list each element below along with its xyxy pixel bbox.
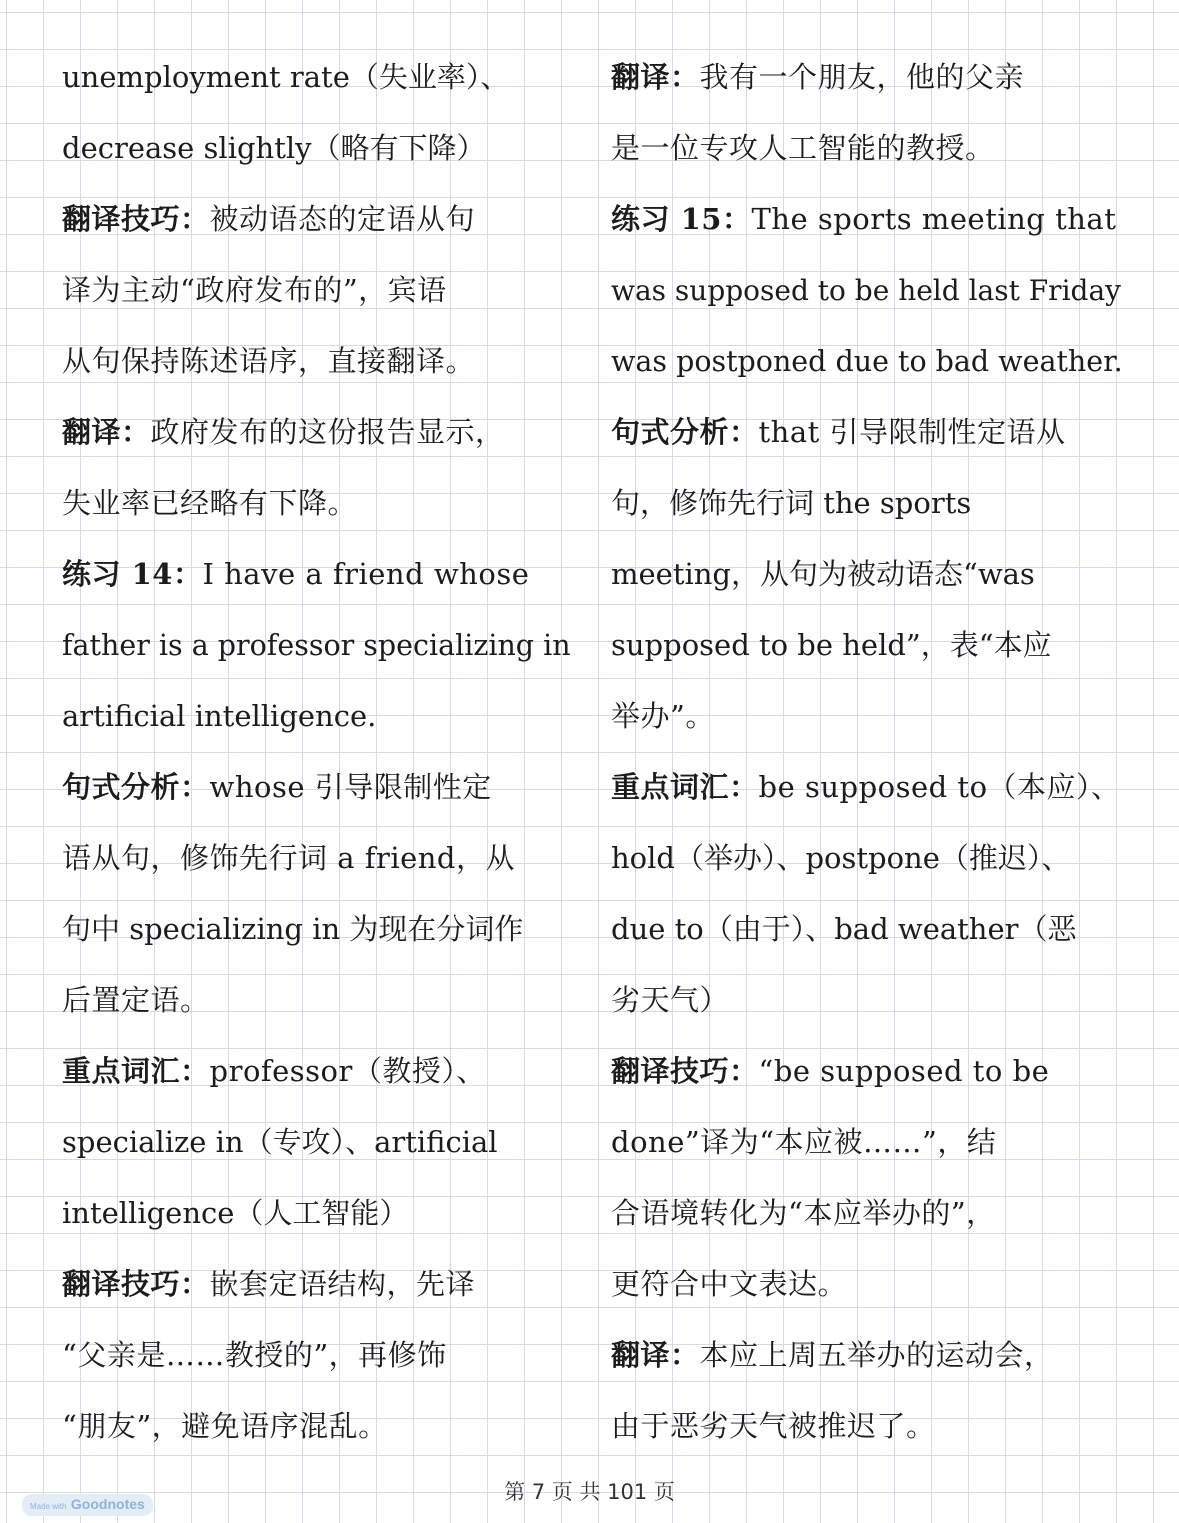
section-label: 翻译技巧： (62, 1267, 210, 1301)
watermark-brand: Goodnotes (70, 1496, 145, 1512)
text-line (611, 1036, 1121, 1107)
line-text: 政府发布的这份报告显示， (150, 415, 505, 449)
text-line (62, 184, 572, 255)
line-text: 劣天气） (611, 983, 730, 1017)
line-text: 嵌套定语结构，先译 (209, 1267, 476, 1301)
text-line (62, 752, 572, 823)
line-text: 后置定语。 (62, 983, 210, 1017)
line-text: be supposed to（本应）、 (758, 770, 1121, 804)
watermark-made-with: Made with (30, 1502, 67, 1511)
line-text: 句，修饰先行词 the sports (611, 486, 972, 520)
line-text: The sports meeting that (751, 202, 1117, 236)
text-line (611, 184, 1121, 255)
line-text: unemployment rate（失业率）、 (62, 60, 510, 94)
section-label: 重点词汇： (611, 770, 759, 804)
text-line (62, 1391, 572, 1462)
line-text: I have a friend whose (202, 557, 530, 591)
text-line (611, 965, 1121, 1036)
text-line (611, 894, 1121, 965)
line-text: done”译为“本应被……”，结 (611, 1125, 997, 1159)
text-line (62, 965, 572, 1036)
line-text: 失业率已经略有下降。 (62, 486, 358, 520)
section-label: 练习 14： (62, 557, 203, 591)
line-text: 举办”。 (611, 699, 715, 733)
section-label: 练习 15： (611, 202, 752, 236)
line-text: “朋友”，避免语序混乱。 (62, 1409, 388, 1443)
section-label: 翻译技巧： (62, 202, 210, 236)
goodnotes-watermark (22, 1494, 153, 1516)
line-text: hold（举办）、postpone（推迟）、 (611, 841, 1071, 875)
line-text: father is a professor specializing in (62, 629, 571, 662)
line-text: 句中 specializing in 为现在分词作 (62, 912, 524, 946)
line-text: 被动语态的定语从句 (209, 202, 476, 236)
text-line (62, 681, 572, 752)
text-line (62, 42, 572, 113)
line-text: 本应上周五举办的运动会， (699, 1338, 1054, 1372)
text-line (62, 1320, 572, 1391)
line-text: that 引导限制性定语从 (758, 415, 1066, 449)
line-text: artificial intelligence. (62, 699, 377, 733)
line-text: was postponed due to bad weather. (611, 345, 1123, 378)
section-label: 翻译： (611, 60, 700, 94)
text-line (611, 397, 1121, 468)
text-line (62, 894, 572, 965)
section-label: 重点词汇： (62, 1054, 210, 1088)
line-text: supposed to be held”，表“本应 (611, 628, 1052, 662)
line-text: specialize in（专攻）、artificial (62, 1125, 498, 1159)
text-line (611, 326, 1121, 397)
text-line (611, 1107, 1121, 1178)
text-line (62, 1249, 572, 1320)
text-line (611, 42, 1121, 113)
line-text: due to（由于）、bad weather（恶 (611, 912, 1077, 946)
section-label: 翻译： (611, 1338, 700, 1372)
text-line (62, 326, 572, 397)
line-text: whose 引导限制性定 (209, 770, 492, 804)
text-line (611, 1178, 1121, 1249)
text-line (611, 823, 1121, 894)
text-line (62, 1036, 572, 1107)
right-column (611, 42, 1121, 1462)
line-text: intelligence（人工智能） (62, 1196, 409, 1230)
text-line (62, 1178, 572, 1249)
left-column (62, 42, 572, 1462)
line-text: 由于恶劣天气被推迟了。 (611, 1409, 936, 1443)
line-text: 更符合中文表达。 (611, 1267, 848, 1301)
text-line (611, 1391, 1121, 1462)
text-line (62, 255, 572, 326)
text-line (611, 610, 1121, 681)
section-label: 翻译技巧： (611, 1054, 759, 1088)
section-label: 翻译： (62, 415, 151, 449)
line-text: 是一位专攻人工智能的教授。 (611, 131, 995, 165)
text-line (62, 823, 572, 894)
text-line (611, 1249, 1121, 1320)
line-text: professor（教授）、 (209, 1054, 486, 1088)
text-line (611, 752, 1121, 823)
text-line (62, 468, 572, 539)
line-text: “be supposed to be (758, 1054, 1050, 1088)
text-line (611, 681, 1121, 752)
line-text: 从句保持陈述语序，直接翻译。 (62, 344, 476, 378)
text-line (62, 610, 572, 681)
line-text: 译为主动“政府发布的”，宾语 (62, 273, 447, 307)
text-line (62, 113, 572, 184)
line-text: “父亲是……教授的”，再修饰 (62, 1338, 447, 1372)
text-line (62, 397, 572, 468)
page-number: 第 7 页 共 101 页 (504, 1480, 675, 1504)
line-text: 我有一个朋友，他的父亲 (699, 60, 1025, 94)
line-text: meeting，从句为被动语态“was (611, 557, 1035, 591)
text-line (611, 539, 1121, 610)
text-line (611, 1320, 1121, 1391)
section-label: 句式分析： (62, 770, 210, 804)
text-line (62, 539, 572, 610)
line-text: 语从句，修饰先行词 a friend，从 (62, 841, 516, 875)
text-line (611, 255, 1121, 326)
text-line (611, 468, 1121, 539)
line-text: was supposed to be held last Friday (611, 274, 1121, 307)
line-text: decrease slightly（略有下降） (62, 131, 486, 165)
text-line (62, 1107, 572, 1178)
section-label: 句式分析： (611, 415, 759, 449)
text-line (611, 113, 1121, 184)
line-text: 合语境转化为“本应举办的”， (611, 1196, 996, 1230)
